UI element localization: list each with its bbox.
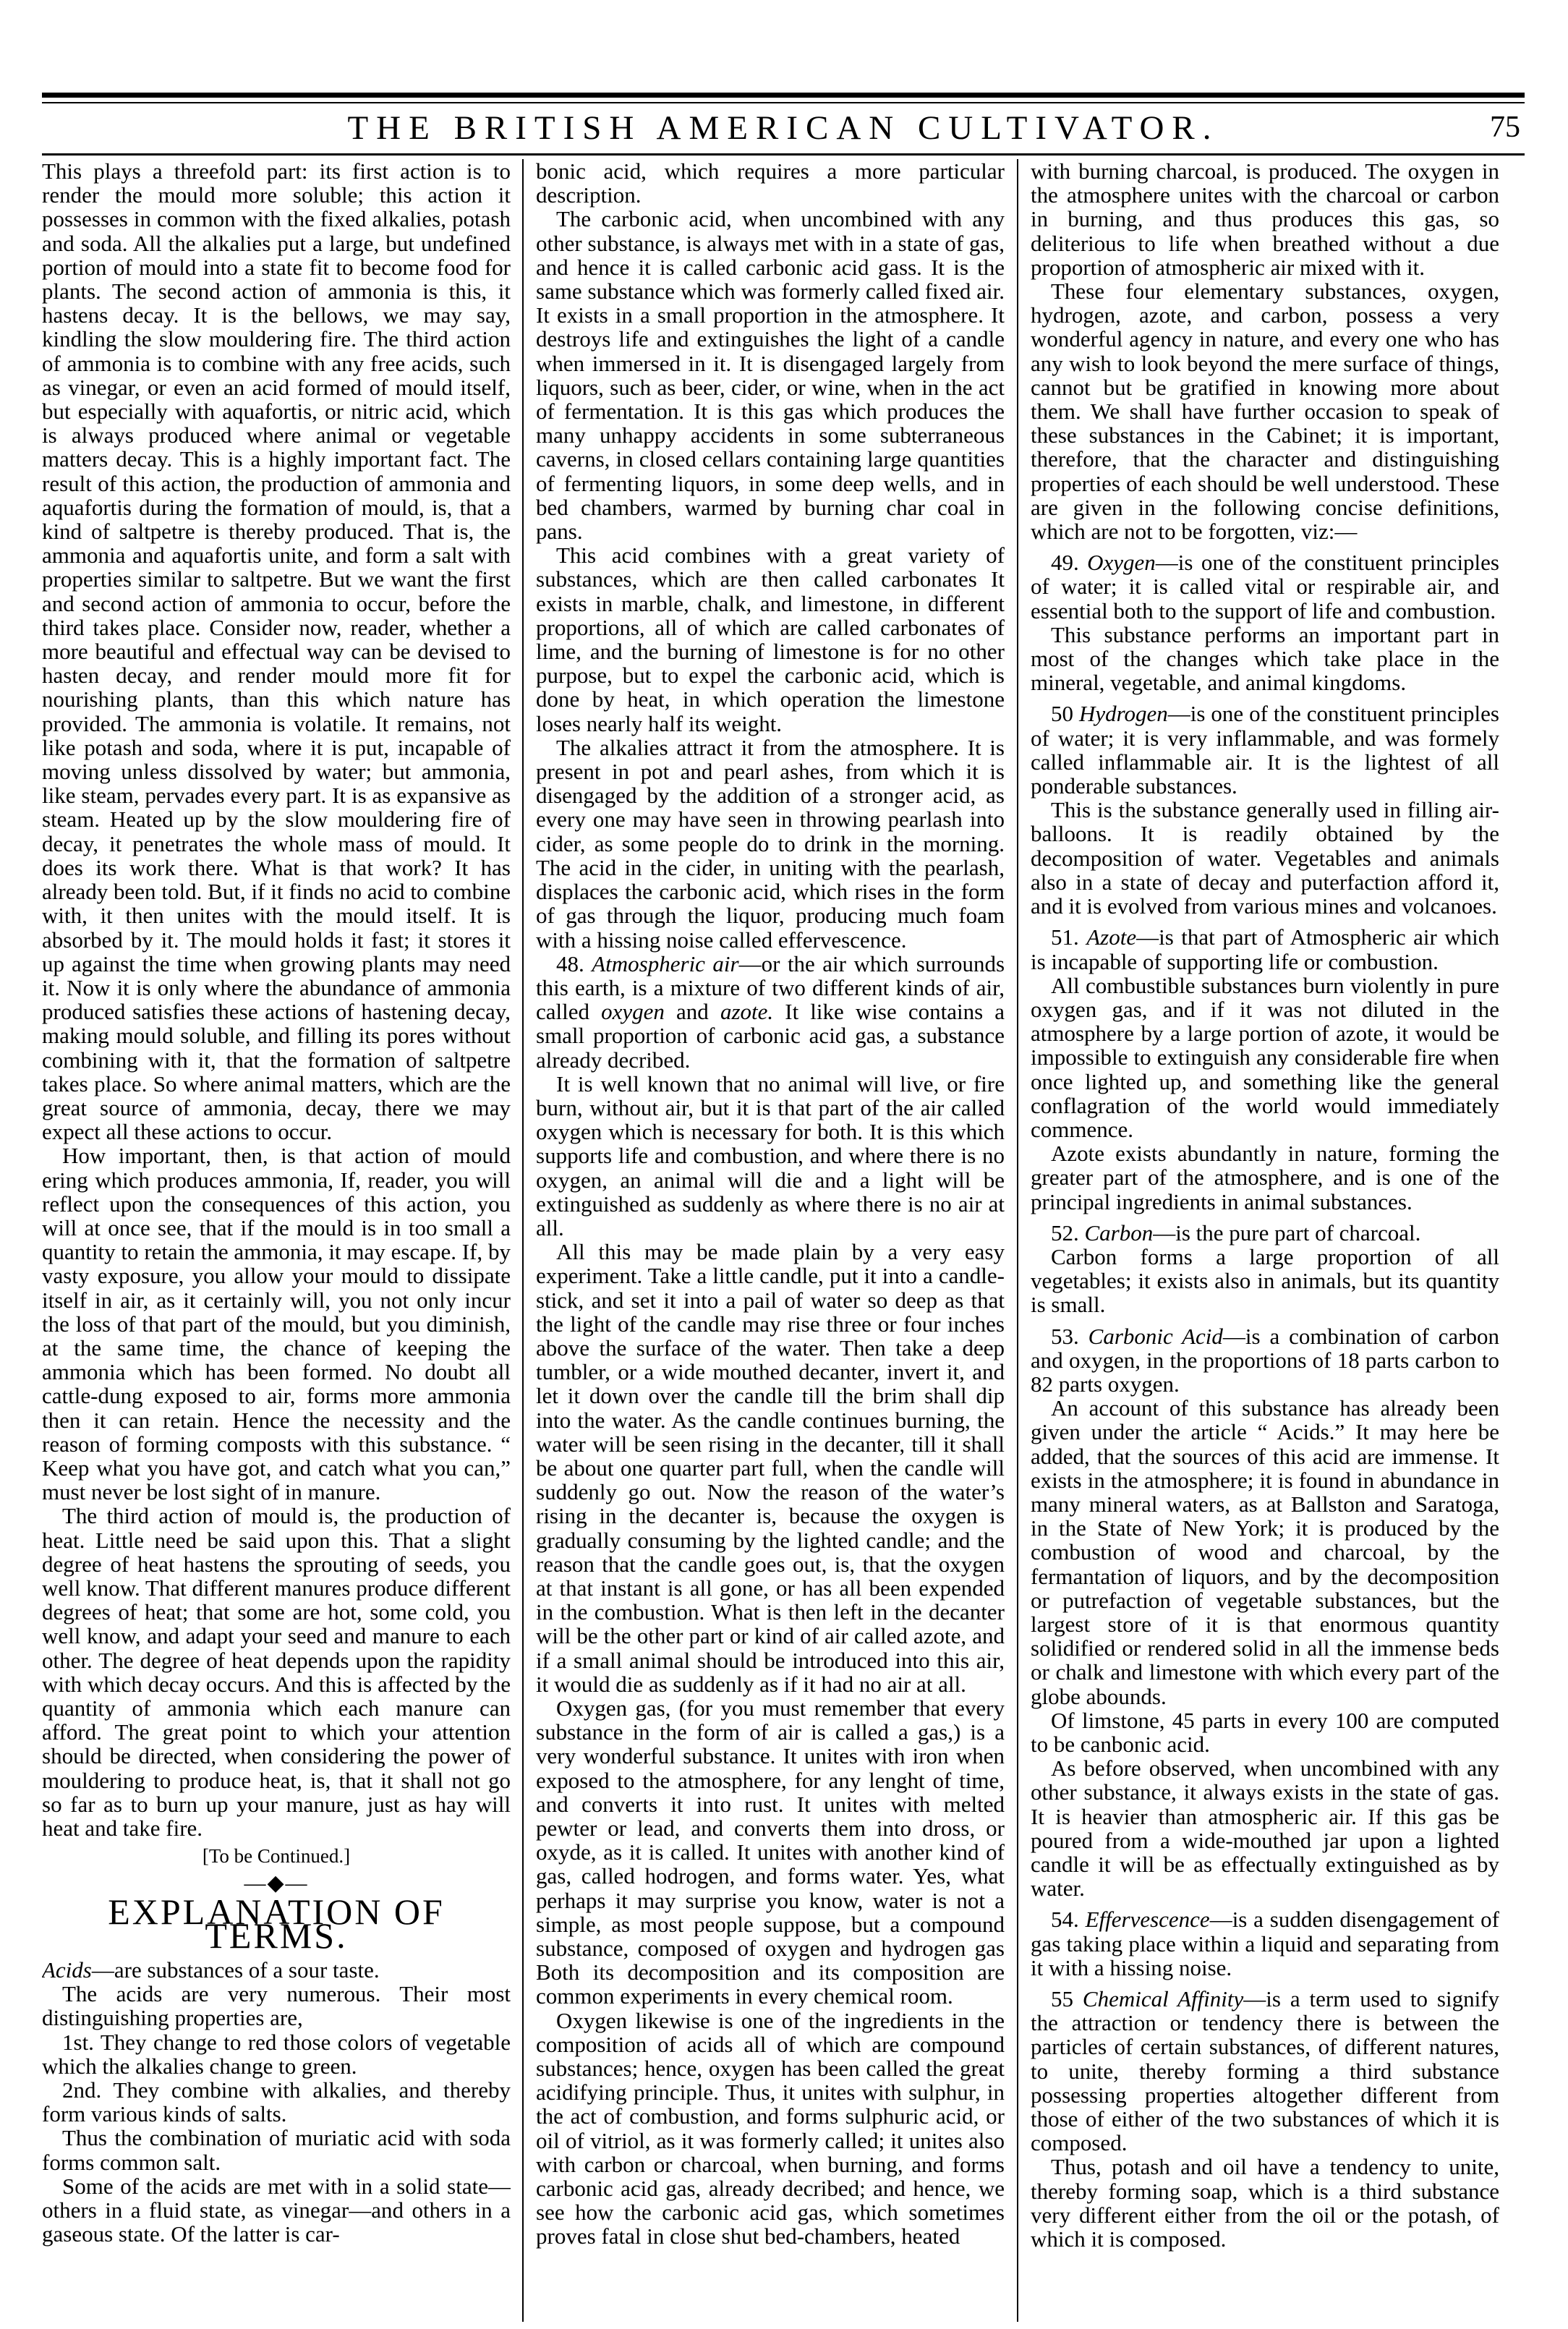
top-thin-rule [42,102,1525,103]
column-1 [42,159,511,2322]
paragraph: This substance performs an important part in most of the changes which take place in the mineral, vegetable, and animal kingdoms. [1031,621,1499,696]
definition-text: —or the air which surrounds this earth, is a mixture of two different kinds of air, called [536,950,1005,1025]
paragraph: bonic acid, which requires a more particular description. [536,159,1005,208]
paragraph: Thus, potash and oil have a tendency to unite, thereby forming soap, which is a third substance very different either from the oil or the potash, of which it is composed. [1031,2154,1499,2252]
term: Oxygen [1087,550,1156,576]
paragraph: This is the substance generally used in filling air-balloons. It is readily obtained by the decomposition of water. Vegetables and animals also in a state of decay and puterfaction afford it, and it is evolved from various mines and volcanoes. [1031,797,1499,919]
page-number: 75 [1490,111,1520,144]
paragraph: How important, then, is that action of mould ering which produces ammonia, If, reader, you will reflect upon the consequences of this action, you will at once see, that if the mould is in too small a quantity to retain the ammonia, it may escape. If, by vasty exposure, you allow your mould to dissipate itself in air, as it certainly will, you not only incur the loss of that part of the mould, but you diminish, at the same time, the chance of keeping the ammonia which has been formed. No doubt all cattle-dung exposed to air, forms more ammonia then it can retain. Hence the necessity and the reason of forming composts with this substance. “ Keep what you have got, and catch what you can,” must never be lost sight of in manure. [42,1143,511,1505]
definition-text: —is one of the constituent principles of water; it is called vital or respirable air, and essential both to the support of life and combustion. [1031,550,1499,623]
term: Effervescence [1085,1907,1210,1933]
term: azote. [720,999,774,1025]
entry-number: 50 [1051,701,1073,727]
term: Azote [1086,924,1137,950]
term: Acids [42,1957,92,1983]
paragraph: These four elementary substances, oxygen, hydrogen, azote, and carbon, possess a very wonderful agency in nature, and every one who has any wish to look beyond the mere surface of things, cannot but be gratified in knowing more about them. We shall have further occasion to speak of these substances in the Cabinet; it is important, therefore, that the character and distinguishing properties of each should be well understood. These are given in the following concise definitions, which are not to be forgotten, viz:— [1031,278,1499,545]
entry-number: 52. [1051,1219,1079,1246]
definition-text: It like wise contains a small proportion of carbonic acid gas, a substance already decribed. [536,999,1005,1073]
column-3 [1031,159,1499,2322]
definition-52 [1031,1221,1499,1245]
paragraph: 2nd. They combine with alkalies, and thereby form various kinds of salts. [42,2077,511,2127]
definition-acids [42,1958,511,1982]
definition-54 [1031,1907,1499,1980]
ornament-divider: —◆— [244,1871,309,1896]
paragraph: with burning charcoal, is produced. The oxygen in the atmosphere unites with the charcoal or carbon in burning, and thus produces this gas, so deliterious to life when breathed without a due proportion of atmospheric air mixed with it. [1031,159,1499,280]
running-title: THE BRITISH AMERICAN CULTIVATOR. [347,109,1219,147]
term: Carbon [1084,1219,1154,1246]
column-rule [522,159,524,2322]
entry-number: 54. [1051,1907,1079,1933]
top-thick-rule [42,93,1525,98]
paragraph: All combustible substances burn violently in pure oxygen gas, and if it was not diluted in the atmosphere by a large portion of azote, it would be impossible to extinguish any considerable fire when once lighted up, and something like the general conflagration of the world would immediately commence. [1031,972,1499,1142]
header-rule [42,153,1525,156]
running-head [42,106,1525,152]
definition-text: —is a sudden disengagement of gas taking place within a liquid and separating from it with a hissing noise. [1031,1907,1499,1980]
paragraph: Oxygen likewise is one of the ingredients in the composition of acids all of which are compound substances; hence, oxygen has been called the great acidifying principle. Thus, it unites with sulphur, in the act of combustion, and forms sulphuric acid, or oil of vitriol, as it was formerly called; it unites also with carbon or charcoal, when burning, and forms carbonic acid gas, already decribed; and hence, we see how the carbonic acid gas, which sometimes proves fatal in close shut bed-chambers, heated [536,2007,1005,2249]
definition-text: —is that part of Atmospheric air which is incapable of supporting life or combustion. [1031,924,1499,974]
paragraph: Thus the combination of muriatic acid with soda forms common salt. [42,2125,511,2175]
entry-number: 53. [1051,1323,1079,1349]
section-title: EXPLANATION OF TERMS. [108,1891,445,1956]
definition-49 [1031,550,1499,623]
column-2 [536,159,1005,2322]
definition-48 [536,952,1005,1072]
definition-50 [1031,702,1499,798]
definition-text: —are substances of a sour taste. [91,1957,380,1983]
definition-text: —is a term used to signify the attraction or tendency there is between the particles of certain substances, of different natures, to unite, thereby forming a third substance possessing properties altogether different from those of either of the two substances of which it is composed. [1031,1986,1499,2156]
paragraph: All this may be made plain by a very easy experiment. Take a little candle, put it into a candle-stick, and set it into a pail of water so deep as that the light of the candle may rise three or four inches above the surface of the water. Then take a deep tumbler, or a wide mouthed decanter, invert it, and let it down over the candle till the brim shall dip into the water. As the candle continues burning, the water will be seen rising in the decanter, till it shall be about one quarter part full, when the candle will suddenly go out. Now the reason of the water’s rising in the decanter is, because the oxygen is gradually consuming by the lighted candle; and the reason that the candle goes out, is, that the oxygen at that instant is all gone, or has all been expended in the combustion. What is then left in the decanter will be the other part or kind of air called azote, and if a small animal should be introduced into this air, it would die as suddenly as if it had no air at all. [536,1239,1005,1697]
term: Atmospheric air [592,950,739,976]
term: Hydrogen [1078,701,1168,727]
paragraph: The acids are very numerous. Their most distinguishing properties are, [42,1981,511,2031]
definition-text: and [676,999,709,1025]
definition-text: —is one of the constituent principles of water; it is very inflammable, and was formely called inflammable air. It is the lightest of all ponderable substances. [1031,701,1499,799]
paragraph: Oxygen gas, (for you must remember that every substance in the form of air is called a gas,) is a very wonderful substance. It unites with iron when exposed to the atmosphere, for any lenght of time, and converts it into rust. It unites with melted pewter or lead, and converts them into dross, or oxyde, as it is called. It unites with another kind of gas, called hodrogen, and forms water. Yes, what perhaps it may surprise you know, water is not a simple, as most people suppose, but a compound substance, composed of oxygen and hydrogen gas Both its decomposition and its composition are common experiments in every chemical room. [536,1695,1005,2009]
entry-number: 49. [1051,550,1079,576]
to-be-continued-note: [To be Continued.] [202,1845,351,1868]
entry-number: 55 [1051,1986,1073,2012]
paragraph: An account of this substance has already been given under the article “ Acids.” It may here be added, that the sources of this acid are immense. It exists in the atmosphere; it is found in abundance in many mineral waters, as at Ballston and Saratoga, in the State of New York; it is produced by the combustion of wood and charcoal, by the fermantation of liquors, and by the decomposition or putrefaction of vegetable substances, but the largest store of it is that enormous quantity solidified or rendered solid in all the immense beds or chalk and limestone with which every part of the globe abounds. [1031,1395,1499,1709]
entry-number: 51. [1051,924,1079,950]
definition-55 [1031,1987,1499,2155]
paragraph: It is well known that no animal will live, or fire burn, without air, but it is that part of the air called oxygen which is necessary for both. It is this which supports life and combustion, and where there is no oxygen, an animal will die and a light will be extinguished as suddenly as where there is no air at all. [536,1070,1005,1240]
paragraph: Azote exists abundantly in nature, forming the greater part of the atmosphere, and is one of the principal ingredients in animal substances. [1031,1141,1499,1214]
definition-53 [1031,1324,1499,1397]
paragraph: The carbonic acid, when uncombined with any other substance, is always met with in a state of gas, and hence it is called carbonic acid gass. It is the same substance which was formerly called fixed air. It exists in a small proportion in the atmosphere. It destroys life and extinguishes the light of a candle when immersed in it. It is disengaged largely from liquors, such as beer, cider, or wine, when in the act of fermentation. It is this gas which produces the many unhappy accidents in some subterraneous caverns, in closed cellars containing large quantities of fermenting liquors, in some deep wells, and in bed chambers, warmed by burning char coal in pans. [536,206,1005,545]
paragraph: 1st. They change to red those colors of vegetable which the alkalies change to green. [42,2029,511,2079]
paragraph: The third action of mould is, the production of heat. Little need be said upon this. That a slight degree of heat hastens the sprouting of seeds, you well know. That different manures produce different degrees of heat; that some are hot, some cold, you well know, and adapt your seed and manure to each other. The degree of heat depends upon the rapidity with which decay occurs. And this is affected by the quantity of ammonia which each manure can afford. The great point to which your attention should be directed, when considering the power of mouldering to produce heat, is, that it shall not go so far as to burn up your manure, just as hay will heat and take fire. [42,1503,511,1842]
paragraph: This plays a threefold part: its first action is to render the mould more soluble; this action it possesses in common with the fixed alkalies, potash and soda. All the alkalies put a large, but undefined portion of mould into a state fit to become food for plants. The second action of ammonia is this, it hastens decay. It is the bellows, we may say, kindling the slow mouldering fire. The third action of ammonia is to combine with any free acids, such as vinegar, or even an acid formed of mould itself, but especially with aquafortis, or nitric acid, which is always produced where animal or vegetable matters decay. This is a highly important fact. The result of this action, the production of ammonia and aquafortis during the formation of mould, is, that a kind of saltpetre is thereby produced. That is, the ammonia and aquafortis unite, and form a salt with properties similar to saltpetre. But we want the first and second action of ammonia to occur, before the third takes place. Consider now, reader, whether a more beautiful and effectual way can be devised to hasten decay, and render mould more fit for nourishing plants, than this which nature has provided. The ammonia is volatile. It remains, not like potash and soda, where it is put, incapable of moving unless dissolved by water; but ammonia, like steam, pervades every part. It is as expansive as steam. Heated up by the slow mouldering fire of decay, it penetrates the whole mass of mould. It does its work there. What is that work? It has already been told. But, if it finds no acid to combine with, it then unites with the mould itself. It is absorbed by it. The mould holds it fast; it stores it up against the time when growing plants may need it. Now it is only where the abundance of ammonia produced satisfies these actions of hastening decay, making mould soluble, and filling its pores without combining with it, that the formation of saltpetre takes place. So where animal matters, which are the great source of ammonia, decay, there we may expect all these actions to occur. [42,159,511,1145]
definition-text: —is a combination of carbon and oxygen, in the proportions of 18 parts carbon to 82 parts oxygen. [1031,1323,1499,1397]
paragraph: Some of the acids are met with in a solid state—others in a fluid state, as vinegar—and others in a gaseous state. Of the latter is car- [42,2173,511,2247]
term: Chemical Affinity [1082,1986,1244,2012]
term: oxygen [601,999,665,1025]
column-rule [1017,159,1018,2322]
paragraph: The alkalies attract it from the atmosphere. It is present in pot and pearl ashes, from which it is disengaged by the addition of a stronger acid, as every one may have seen in throwing pearlash into cider, as some people do to drink in the morning. The acid in the cider, in uniting with the pearlash, displaces the carbonic acid, which rises in the form of gas through the liquor, producing much foam with a hissing noise called effervescence. [536,734,1005,953]
definition-51 [1031,925,1499,973]
term: Carbonic Acid [1088,1323,1223,1349]
paragraph: Carbon forms a large proportion of all vegetables; it exists also in animals, but its quantity is small. [1031,1243,1499,1318]
definition-text: —is the pure part of charcoal. [1153,1219,1421,1246]
paragraph: As before observed, when uncombined with any other substance, it always exists in the state of gas. It is heavier than atmospheric air. If this gas be poured from a wide-mouthed jar upon a lighted candle it will be as effectually extinguished as by water. [1031,1755,1499,1902]
paragraph: This acid combines with a great variety of substances, which are then called carbonates It exists in marble, chalk, and limestone, in different proportions, all of which are called carbonates of lime, and the burning of limestone is for no other purpose, but to expel the carbonic acid, which is done by heat, in which operation the limestone loses nearly half its weight. [536,542,1005,736]
entry-number: 48. [556,950,584,976]
paragraph: Of limstone, 45 parts in every 100 are computed to be canbonic acid. [1031,1707,1499,1757]
